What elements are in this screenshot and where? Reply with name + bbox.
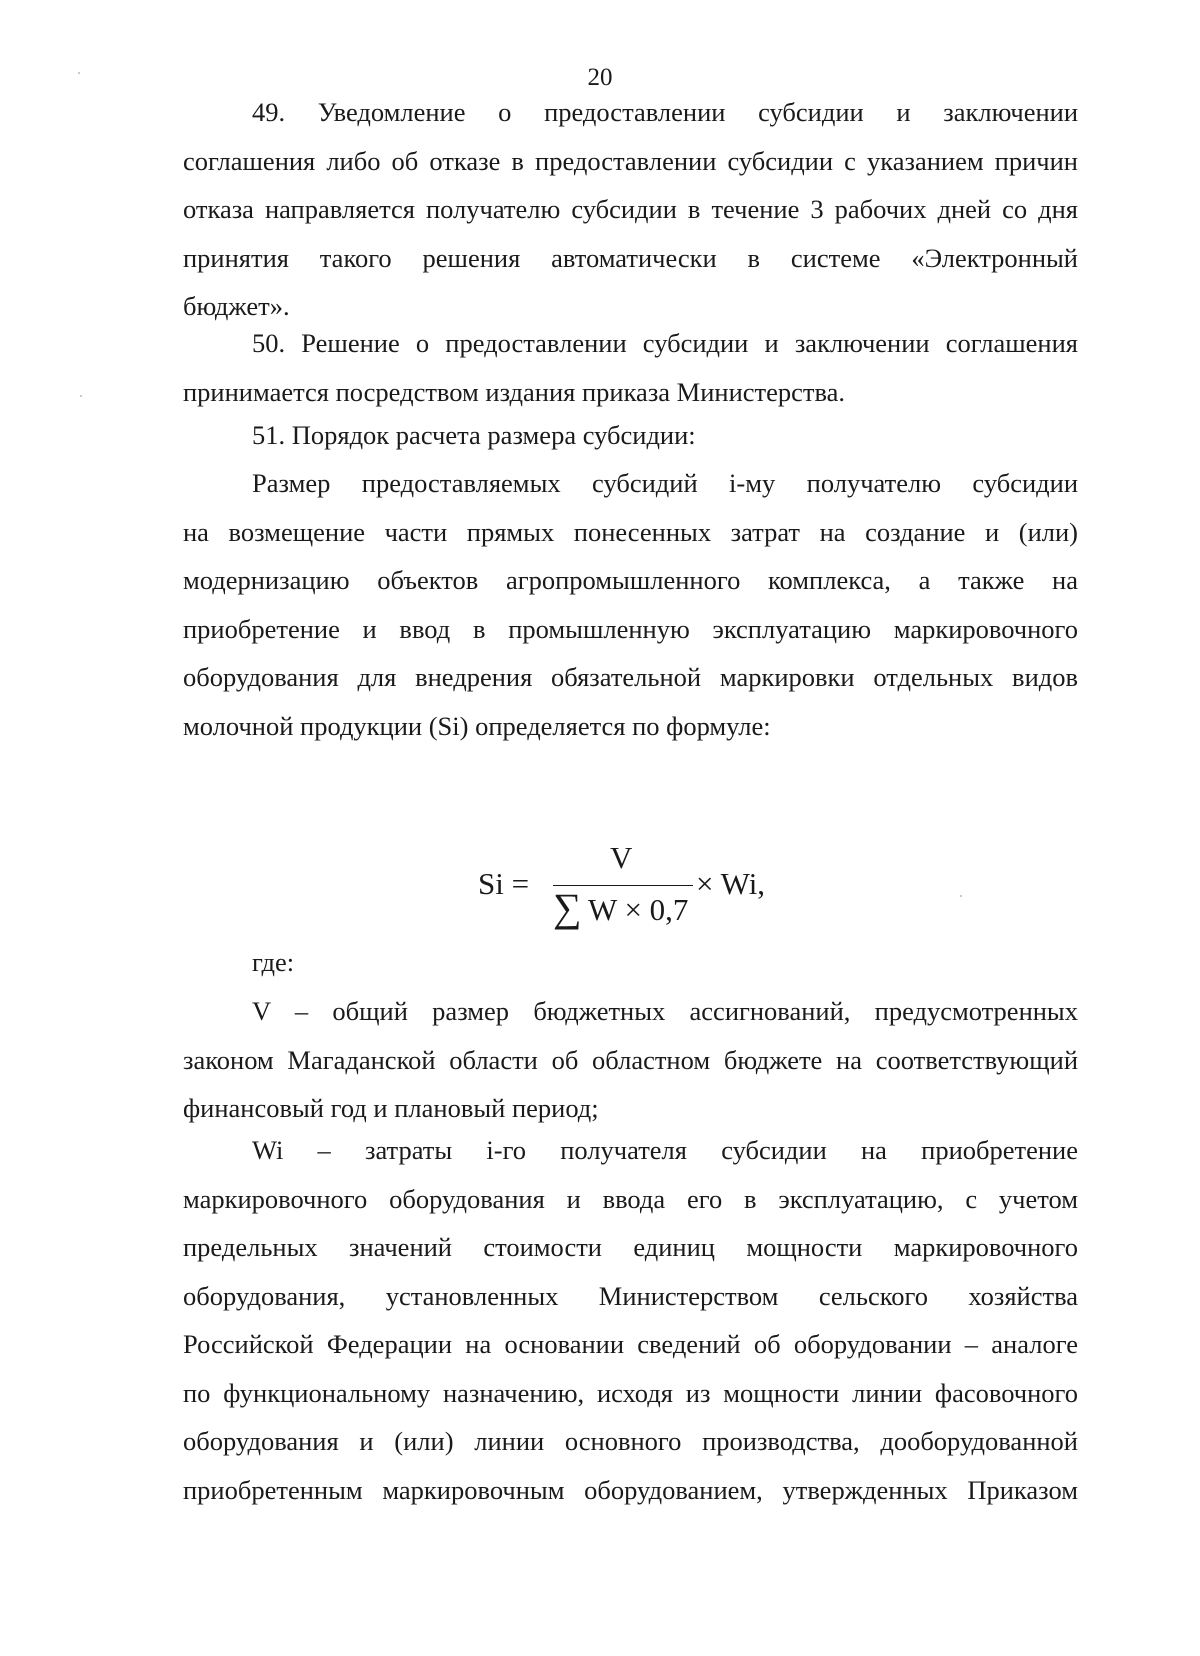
text-line: Российской Федерации на основании сведений об оборудовании – аналоге xyxy=(183,1329,1078,1359)
text-line: на возмещение части прямых понесенных затрат на создание и (или) xyxy=(183,516,1078,547)
text-line: 50. Решение о предоставлении субсидии и заключении соглашения xyxy=(252,328,1078,358)
scan-speck xyxy=(960,895,962,897)
page-number: 20 xyxy=(587,64,613,91)
text-line: оборудования и (или) линии основного производства, дооборудованной xyxy=(183,1426,1078,1456)
text-line: принимается посредством издания приказа Министерства. xyxy=(183,376,846,407)
formula-rhs: × Wi, xyxy=(696,866,766,901)
text-line: оборудования, установленных Министерством сельского хозяйства xyxy=(183,1280,1078,1311)
text-line: маркировочного оборудования и ввода его в эксплуатацию, с учетом xyxy=(183,1183,1078,1214)
where-label-block xyxy=(183,947,1078,996)
text-line: отказа направляется получателю субсидии в течение 3 рабочих дней со дня xyxy=(183,194,1078,224)
text-line: бюджет». xyxy=(183,291,290,321)
text-line: приобретенным маркировочным оборудованием, утвержденных Приказом xyxy=(183,1474,1078,1505)
paragraph-51-body xyxy=(183,468,1078,759)
paragraph-49 xyxy=(183,97,1078,340)
text-line: финансовый год и плановый период; xyxy=(183,1093,599,1123)
text-line: 49. Уведомление о предоставлении субсидии и заключении xyxy=(252,97,1078,127)
formula-numerator: V xyxy=(610,840,633,875)
text-line: по функциональному назначению, исходя из мощности линии фасовочного xyxy=(183,1377,1078,1408)
text-line: модернизацию объектов агропромышленного комплекса, а также на xyxy=(183,565,1078,595)
formula-lhs: Si = xyxy=(478,866,530,901)
v-definition xyxy=(183,996,1078,1142)
text-line: Wi – затраты i-го получателя субсидии на приобретение xyxy=(252,1135,1078,1165)
formula-denominator: W × 0,7 xyxy=(588,892,689,927)
scan-speck xyxy=(80,395,82,397)
where-label: где: xyxy=(252,947,295,977)
wi-definition xyxy=(183,1135,1078,1523)
text-line: оборудования для внедрения обязательной маркировки отдельных видов xyxy=(183,662,1078,692)
text-line: принятия такого решения автоматически в системе «Электронный xyxy=(183,242,1078,273)
scan-speck xyxy=(78,72,80,74)
text-line: молочной продукции (Si) определяется по формуле: xyxy=(183,710,771,741)
text-line: Размер предоставляемых субсидий i-му получателю субсидии xyxy=(252,468,1078,498)
subsidy-formula xyxy=(460,838,820,948)
text-line: 51. Порядок расчета размера субсидии: xyxy=(252,420,696,450)
text-line: V – общий размер бюджетных ассигнований, предусмотренных xyxy=(252,996,1078,1026)
paragraph-50 xyxy=(183,328,1078,425)
text-line: предельных значений стоимости единиц мощности маркировочного xyxy=(183,1232,1078,1262)
text-line: законом Магаданской области об областном бюджете на соответствующий xyxy=(183,1044,1078,1075)
paragraph-51 xyxy=(183,420,1078,469)
text-line: приобретение и ввод в промышленную эксплуатацию маркировочного xyxy=(183,613,1078,644)
text-line: соглашения либо об отказе в предоставлении субсидии с указанием причин xyxy=(183,145,1078,176)
sigma-symbol: ∑ xyxy=(553,885,582,930)
